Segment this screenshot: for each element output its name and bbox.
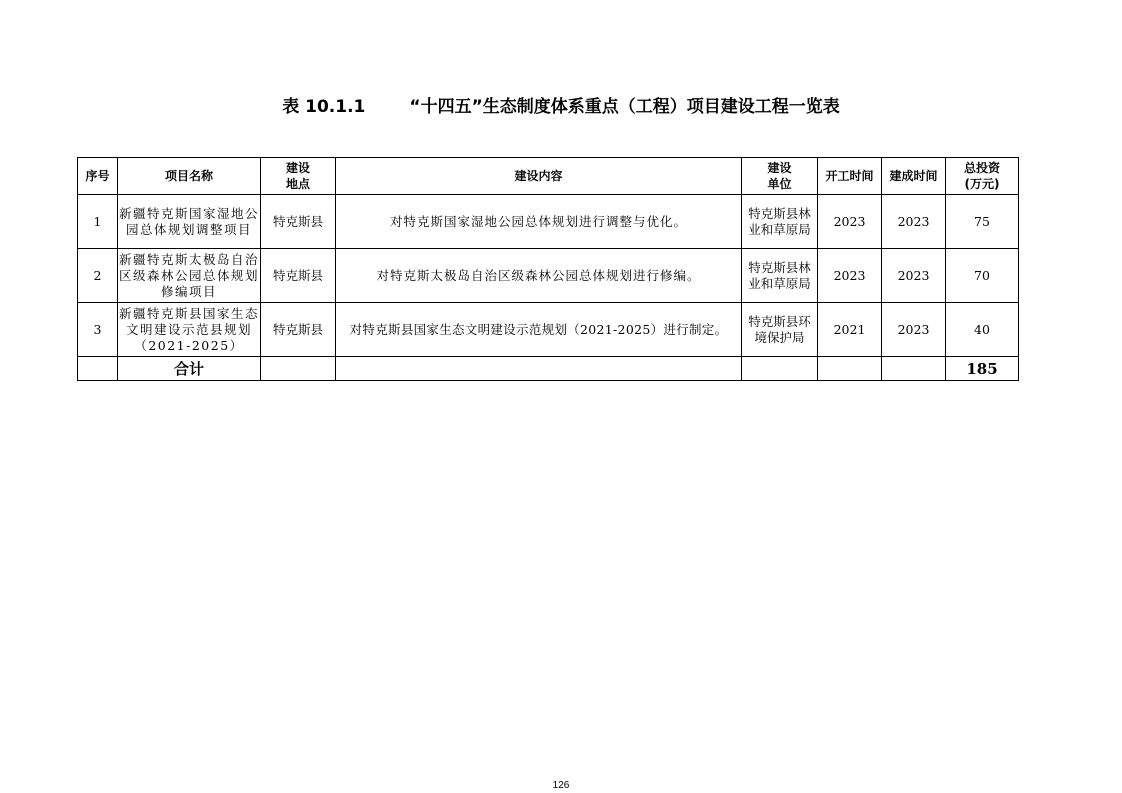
total-cell-location xyxy=(261,357,336,381)
table-title xyxy=(0,92,1122,117)
projects-table xyxy=(77,157,1019,381)
table-row xyxy=(78,303,1019,357)
header-investment xyxy=(946,158,1019,195)
cell-start-time: 2023 xyxy=(818,249,882,303)
table-row xyxy=(78,249,1019,303)
cell-project-name: 新疆特克斯太极岛自治区级森林公园总体规划修编项目 xyxy=(118,249,261,303)
header-index: 序号 xyxy=(78,158,118,195)
cell-investment: 75 xyxy=(946,195,1019,249)
cell-index: 2 xyxy=(78,249,118,303)
table-number: 表 10.1.1 xyxy=(282,97,366,117)
cell-end-time: 2023 xyxy=(882,195,946,249)
total-investment: 185 xyxy=(946,357,1019,381)
header-location-line1: 建设 xyxy=(285,161,310,175)
table-title-text: “十四五”生态制度体系重点（工程）项目建设工程一览表 xyxy=(409,97,840,117)
header-end-time: 建成时间 xyxy=(882,158,946,195)
cell-project-name: 新疆特克斯国家湿地公园总体规划调整项目 xyxy=(118,195,261,249)
cell-start-time: 2023 xyxy=(818,195,882,249)
total-cell-end xyxy=(882,357,946,381)
cell-location: 特克斯县 xyxy=(261,303,336,357)
header-investment-line2: (万元) xyxy=(964,177,1000,191)
cell-investment: 40 xyxy=(946,303,1019,357)
header-row xyxy=(78,158,1019,195)
cell-content: 对特克斯国家湿地公园总体规划进行调整与优化。 xyxy=(336,195,742,249)
page-number: 126 xyxy=(552,780,570,791)
cell-location: 特克斯县 xyxy=(261,249,336,303)
header-location xyxy=(261,158,336,195)
cell-content: 对特克斯太极岛自治区级森林公园总体规划进行修编。 xyxy=(336,249,742,303)
total-label: 合计 xyxy=(118,357,261,381)
cell-end-time: 2023 xyxy=(882,249,946,303)
cell-unit: 特克斯县环境保护局 xyxy=(742,303,818,357)
header-start-time: 开工时间 xyxy=(818,158,882,195)
total-row xyxy=(78,357,1019,381)
total-cell-index xyxy=(78,357,118,381)
header-unit xyxy=(742,158,818,195)
total-cell-content xyxy=(336,357,742,381)
cell-end-time: 2023 xyxy=(882,303,946,357)
header-investment-line1: 总投资 xyxy=(963,161,1000,175)
cell-content: 对特克斯县国家生态文明建设示范规划（2021-2025）进行制定。 xyxy=(336,303,742,357)
cell-index: 3 xyxy=(78,303,118,357)
total-cell-start xyxy=(818,357,882,381)
header-unit-line1: 建设 xyxy=(767,161,792,175)
cell-index: 1 xyxy=(78,195,118,249)
cell-location: 特克斯县 xyxy=(261,195,336,249)
header-location-line2: 地点 xyxy=(285,177,310,191)
cell-project-name: 新疆特克斯县国家生态文明建设示范县规划（2021-2025） xyxy=(118,303,261,357)
header-unit-line2: 单位 xyxy=(767,177,792,191)
cell-unit: 特克斯县林业和草原局 xyxy=(742,249,818,303)
table-row xyxy=(78,195,1019,249)
header-name: 项目名称 xyxy=(118,158,261,195)
cell-start-time: 2021 xyxy=(818,303,882,357)
cell-unit: 特克斯县林业和草原局 xyxy=(742,195,818,249)
cell-investment: 70 xyxy=(946,249,1019,303)
header-content: 建设内容 xyxy=(336,158,742,195)
total-cell-unit xyxy=(742,357,818,381)
